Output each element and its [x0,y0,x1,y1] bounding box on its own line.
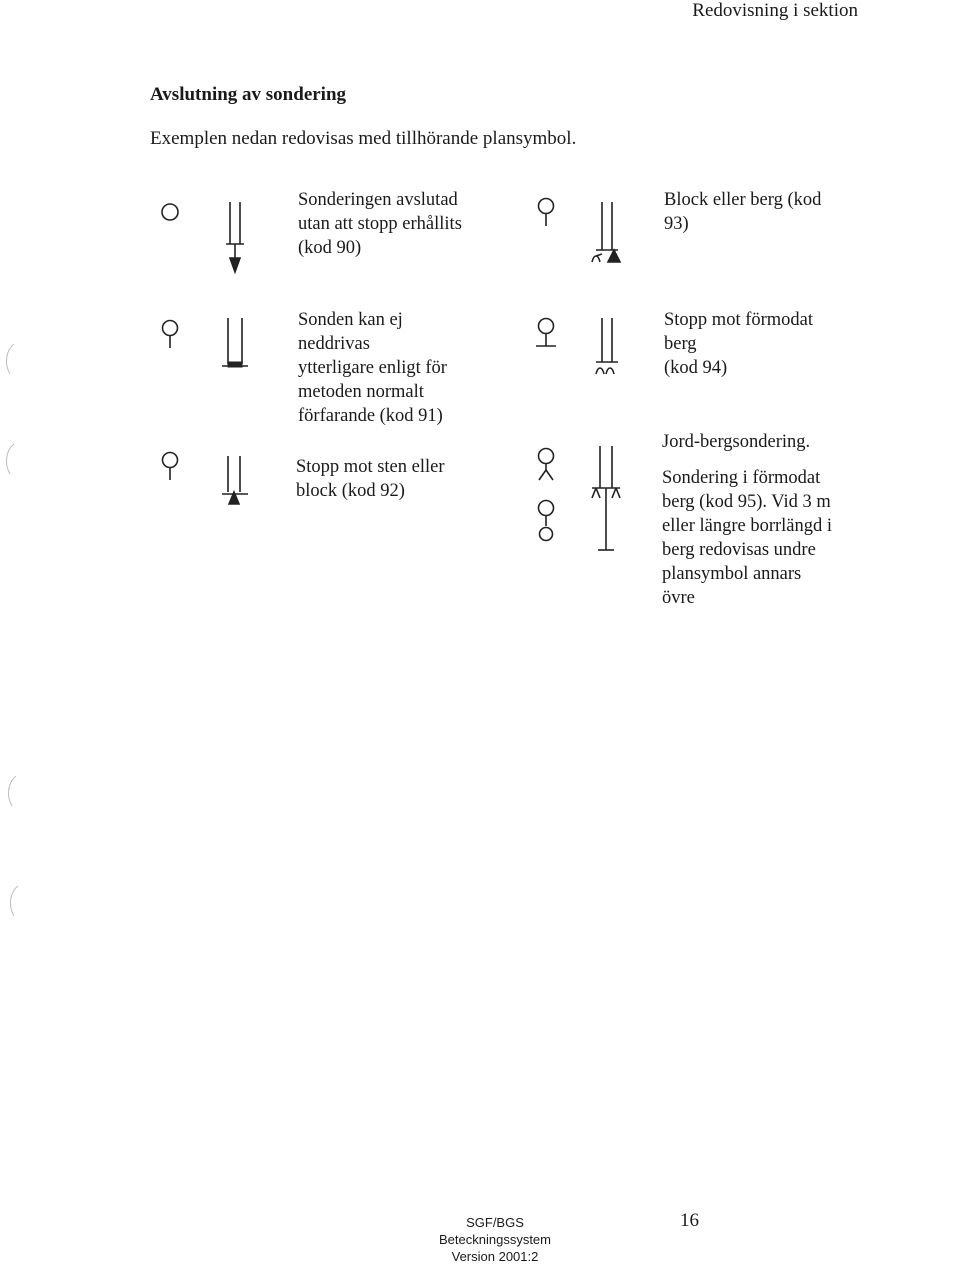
description-line: Stopp mot sten eller [296,457,445,477]
description-kod-95 [662,430,832,610]
description-line: berg redovisas undre [662,540,816,560]
description-line: plansymbol annars [662,564,802,584]
description-line: förfarande (kod 91) [298,406,443,426]
footer-system: SGF/BGS Beteckningssystem [439,1215,551,1247]
description-line: metoden normalt [298,382,424,402]
description-line: utan att stopp erhållits [298,214,462,234]
footer-version: Version 2001:2 [451,1249,539,1264]
plan-symbol-circle-stem-icon [534,196,558,236]
description-line: Sondering i förmodat [662,468,821,488]
description-line: Block eller berg (kod [664,190,822,210]
description-line: 93) [664,214,689,234]
description-kod-91 [298,308,447,428]
description-kod-92 [296,455,445,503]
page-number: 16 [680,1210,699,1231]
description-line: Jord-bergsondering. [662,432,811,452]
scan-mark-icon [0,440,20,480]
description-line: Sonden kan ej [298,310,403,330]
scan-mark-icon [0,882,24,922]
plan-symbol-circle-fork-icon [534,446,558,488]
plan-symbol-circle-stem-icon [158,450,182,490]
description-kod-93 [664,188,821,236]
footer-block [415,1214,575,1265]
description-line: (kod 90) [298,238,362,258]
description-line: Sonderingen avslutad [298,190,458,210]
description-line: (kod 94) [664,358,728,378]
description-kod-90 [298,188,462,260]
symbol-kod-91-icon [218,314,252,374]
section-intro: Exemplen nedan redovisas med tillhörande plansymbol. [150,128,577,149]
running-header: Redovisning i sektion [692,0,858,21]
description-line: block (kod 92) [296,481,405,501]
description-line: berg (kod 95). Vid 3 m [662,492,831,512]
description-line: övre [662,588,695,608]
description-line: Stopp mot förmodat [664,310,814,330]
plan-symbol-circle-stem-icon [158,318,182,358]
symbol-kod-92-icon [218,452,252,508]
section-title: Avslutning av sondering [150,84,347,105]
symbol-kod-94-icon [590,314,626,378]
description-kod-94 [664,308,813,380]
symbol-kod-90-icon [222,198,252,278]
plan-symbol-open-circle-icon [158,200,182,224]
description-line: eller längre borrlängd i [662,516,833,536]
symbol-kod-95-icon [586,440,626,556]
description-line: berg [664,334,697,354]
plan-symbol-circle-base-icon [534,316,558,356]
scan-mark-icon [0,772,24,812]
plan-symbol-double-circle-icon [534,498,558,548]
symbol-kod-93-icon [590,198,626,266]
scan-mark-icon [0,340,20,380]
description-line: ytterligare enligt för [298,358,447,378]
description-line: neddrivas [298,334,370,354]
